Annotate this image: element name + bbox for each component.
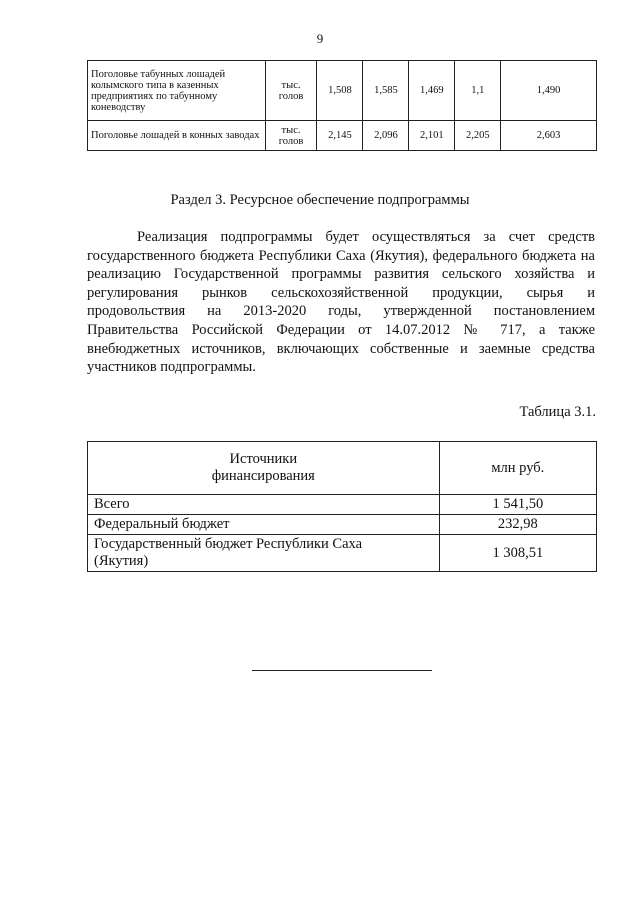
table-header-row: [88, 442, 597, 495]
header-source: Источники финансирования: [88, 442, 440, 495]
row-value: 1 308,51: [439, 535, 596, 572]
row-value: 2,096: [363, 121, 409, 151]
row-value: 2,145: [317, 121, 363, 151]
row-label: Поголовье лошадей в конных заводах: [88, 121, 266, 151]
row-value: 2,101: [409, 121, 455, 151]
row-label: Всего: [88, 495, 440, 515]
livestock-table: [87, 60, 597, 151]
row-value: 2,205: [455, 121, 501, 151]
row-value: 1,469: [409, 61, 455, 121]
body-paragraph: Реализация подпрограммы будет осуществляться за счет средств государственного бюджета Республики Саха (Якутия), федерального бюджета на реализацию Государственной программы развития сельского хозяйства и регулирования рынков сельскохозяйственной продукции, сырья и продовольствия на 2013-2020 годы, утвержденной постановлением Правительства Российской Федерации от 14.07.2012 № 717, а также внебюджетных источников, включающих собственные и заемные средства участников подпрограммы.: [87, 229, 595, 376]
row-label: Государственный бюджет Республики Саха (Якутия): [88, 535, 440, 572]
table-row: [88, 121, 597, 151]
funding-table: [87, 441, 597, 572]
row-label: Федеральный бюджет: [88, 515, 440, 535]
row-unit: тыс. голов: [265, 61, 317, 121]
table-row: [88, 61, 597, 121]
row-value: 1,585: [363, 61, 409, 121]
table-row: [88, 535, 597, 572]
row-value: 1,508: [317, 61, 363, 121]
end-rule: [252, 670, 432, 671]
row-value: 232,98: [439, 515, 596, 535]
row-value: 1,490: [501, 61, 597, 121]
page-number: 9: [316, 31, 324, 46]
row-value: 1 541,50: [439, 495, 596, 515]
row-value: 1,1: [455, 61, 501, 121]
row-label: Поголовье табунных лошадей колымского типа в казенных предприятиях по табунному коневодству: [88, 61, 266, 121]
section-title: Раздел 3. Ресурсное обеспечение подпрограммы: [170, 192, 470, 208]
table-caption: Таблица 3.1.: [519, 404, 596, 420]
row-value: 2,603: [501, 121, 597, 151]
table-row: [88, 515, 597, 535]
header-unit: млн руб.: [439, 442, 596, 495]
table-row: [88, 495, 597, 515]
row-unit: тыс. голов: [265, 121, 317, 151]
